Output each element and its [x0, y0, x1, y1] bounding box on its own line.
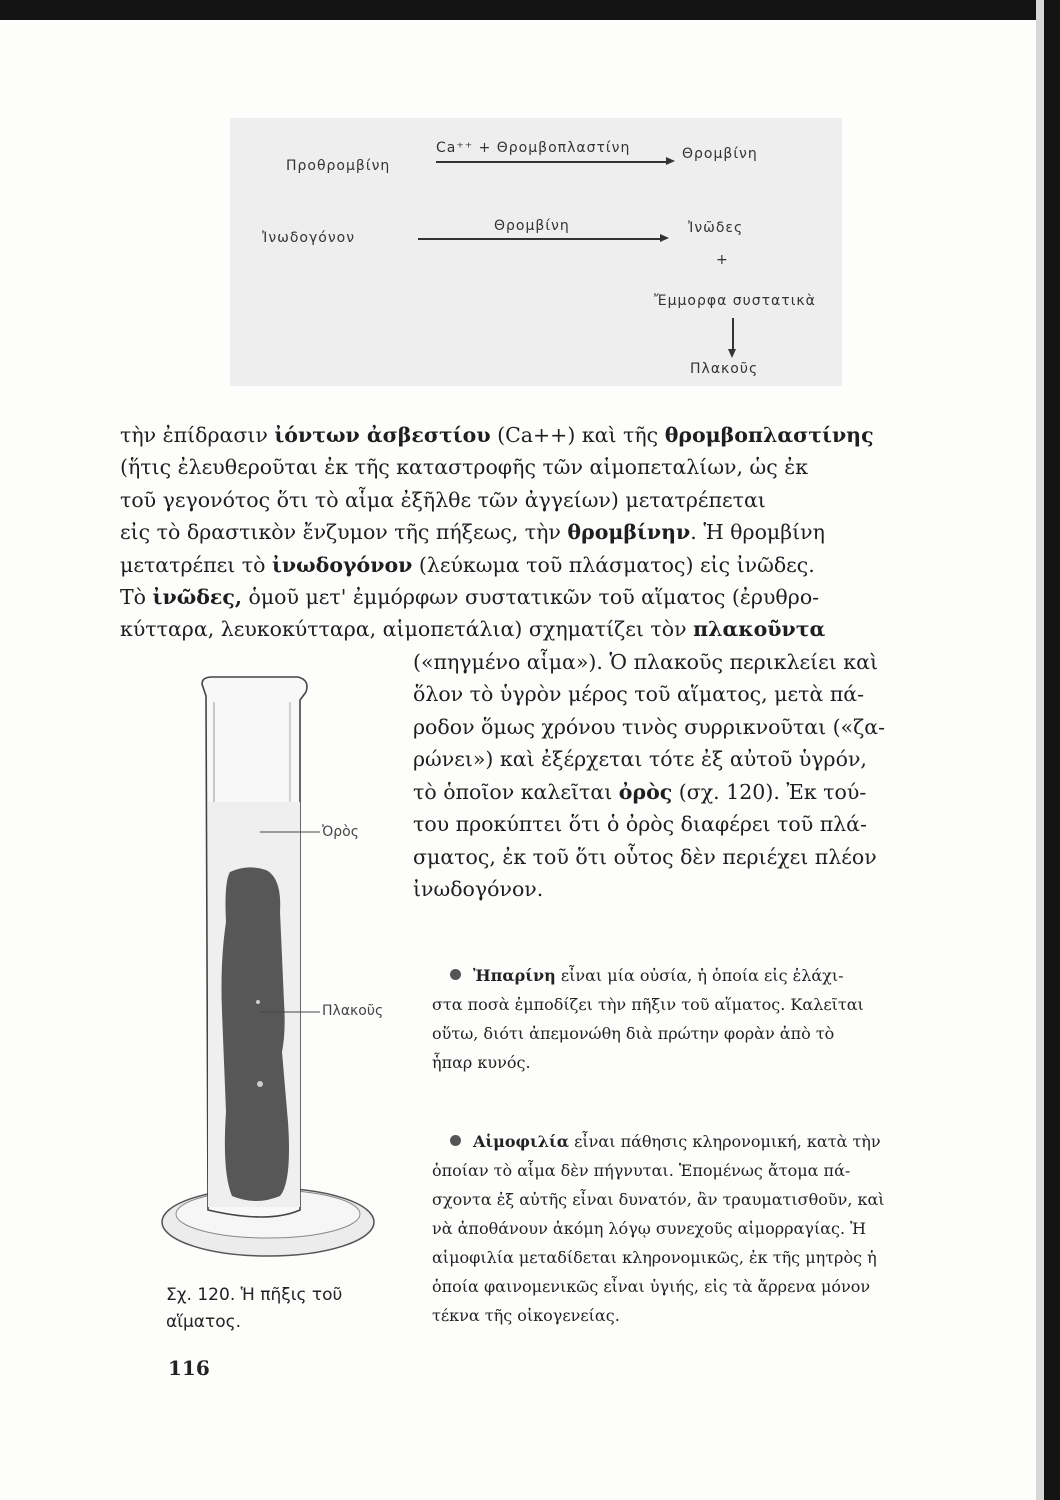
main-text-line-2: (ἥτις ἐλευθεροῦται ἐκ τῆς καταστροφῆς τῶν αἱμοπεταλίων, ὡς ἐκ: [120, 455, 809, 479]
main-text-line-11: ρώνει») καὶ ἐξέρχεται τότε ἐξ αὐτοῦ ὑγρόν,: [413, 747, 867, 771]
hemophilia-line-4: νὰ ἀποθάνουν ἀκόμη λόγῳ συνεχοῦς αἱμορραγίας. Ἡ: [432, 1219, 867, 1238]
diagram-arrow-down: [732, 318, 734, 352]
diagram-thrombin: Θρομβίνη: [682, 146, 758, 162]
diagram-arrow-2: [418, 238, 662, 240]
main-text-line-3: τοῦ γεγονότος ὅτι τὸ αἷμα ἐξῆλθε τῶν ἀγγείων) μετατρέπεται: [120, 488, 766, 512]
scan-border-right: [1044, 0, 1060, 1500]
arrow-down-icon: [728, 349, 736, 358]
main-text-line-8: («πηγμένο αἷμα»). Ὁ πλακοῦς περικλείει καὶ: [413, 650, 879, 674]
diagram-plus: +: [716, 252, 729, 268]
hemophilia-line-3: σχοντα ἐξ αὐτῆς εἶναι δυνατόν, ἂν τραυματισθοῦν, καὶ: [432, 1190, 885, 1209]
hemophilia-line-6: ὁποία φαινομενικῶς εἶναι ὑγιής, εἰς τὰ ἄρρενα μόνον: [432, 1277, 871, 1296]
blood-clot: [222, 867, 290, 1201]
hemophilia-line-2: ὁποίαν τὸ αἷμα δὲν πήγνυται. Ἑπομένως ἄτομα πά-: [432, 1161, 851, 1180]
scan-border-top: [0, 0, 1060, 20]
diagram-fibrin: Ἰνῶδες: [688, 220, 744, 236]
heparin-line-3: οὕτω, διότι ἀπεμονώθη διὰ πρώτην φορὰν ἀπὸ τὸ: [432, 1024, 835, 1043]
main-text-line-13: του προκύπτει ὅτι ὁ ὀρὸς διαφέρει τοῦ πλά-: [413, 812, 867, 836]
diagram-catalyst-1: Ca⁺⁺ + Θρομβοπλαστίνη: [436, 140, 631, 156]
main-text-line-15: ἰνωδογόνον.: [413, 877, 544, 901]
label-clot: Πλακοῦς: [322, 1003, 384, 1019]
hemophilia-line-5: αἱμοφιλία μεταδίδεται κληρονομικῶς, ἐκ τῆς μητρὸς ἡ: [432, 1248, 877, 1267]
bullet-icon: [450, 969, 461, 980]
figure-caption: [166, 1282, 342, 1336]
heparin-line-4: ἧπαρ κυνός.: [432, 1053, 531, 1072]
coagulation-diagram: [230, 118, 842, 386]
diagram-clot: Πλακοῦς: [690, 361, 759, 377]
main-text-line-9: ὅλον τὸ ὑγρὸν μέρος τοῦ αἵματος, μετὰ πά-: [413, 682, 865, 706]
main-text-line-5: μετατρέπει τὸ ἰνωδογόνον (λεύκωμα τοῦ πλάσματος) εἰς ἰνῶδες.: [120, 553, 815, 577]
arrowhead-icon: [660, 234, 669, 242]
hemophilia-line-7: τέκνα τῆς οἰκογενείας.: [432, 1306, 620, 1325]
main-text-line-7: κύτταρα, λευκοκύτταρα, αἱμοπετάλια) σχηματίζει τὸν πλακοῦντα: [120, 617, 826, 641]
diagram-fibrinogen: Ἰνωδογόνον: [262, 230, 356, 246]
bullet-icon: [450, 1135, 461, 1146]
arrowhead-icon: [666, 157, 675, 165]
heparin-line-2: στα ποσὰ ἐμποδίζει τὴν πῆξιν τοῦ αἵματος. Καλεῖται: [432, 995, 864, 1014]
heparin-line-1: Ἠπαρίνη εἶναι μία οὐσία, ἡ ὁποία εἰς ἐλάχι-: [450, 962, 844, 991]
main-text-line-1: τὴν ἐπίδρασιν ἰόντων ἀσβεστίου (Ca++) καὶ τῆς θρομβοπλαστίνης: [120, 423, 874, 447]
diagram-formed-elements: Ἔμμορφα συστατικὰ: [654, 293, 816, 309]
diagram-prothrombin: Προθρομβίνη: [286, 158, 391, 174]
main-text-line-4: εἰς τὸ δραστικὸν ἔνζυμον τῆς πήξεως, τὴν θρομβίνην. Ἡ θρομβίνη: [120, 520, 825, 544]
diagram-arrow-1: [436, 161, 668, 163]
diagram-catalyst-2: Θρομβίνη: [494, 218, 570, 234]
scan-border-right-inner: [1036, 0, 1044, 1500]
page-number: 116: [168, 1356, 210, 1380]
caption-line-1: Σχ. 120. Ἡ πῆξις τοῦ: [166, 1285, 343, 1305]
hemophilia-line-1: Αἱμοφιλία εἶναι πάθησις κληρονομική, κατὰ τὴν: [450, 1128, 881, 1157]
main-text-line-10: ροδον ὅμως χρόνου τινὸς συρρικνοῦται («ζα-: [413, 715, 886, 739]
main-text-line-6: Τὸ ἰνῶδες, ὁμοῦ μετ' ἐμμόρφων συστατικῶν τοῦ αἵματος (ἐρυθρο-: [120, 585, 820, 609]
bubble: [257, 1081, 263, 1087]
caption-line-2: αἵματος.: [166, 1312, 241, 1332]
label-serum: Ὀρὸς: [322, 824, 359, 840]
bubble: [256, 1000, 260, 1004]
main-text-line-12: τὸ ὁποῖον καλεῖται ὀρὸς (σχ. 120). Ἐκ τού-: [413, 780, 867, 804]
main-text-line-14: σματος, ἐκ τοῦ ὅτι οὗτος δὲν περιέχει πλέον: [413, 845, 877, 869]
graduated-cylinder-illustration: [160, 672, 410, 1282]
